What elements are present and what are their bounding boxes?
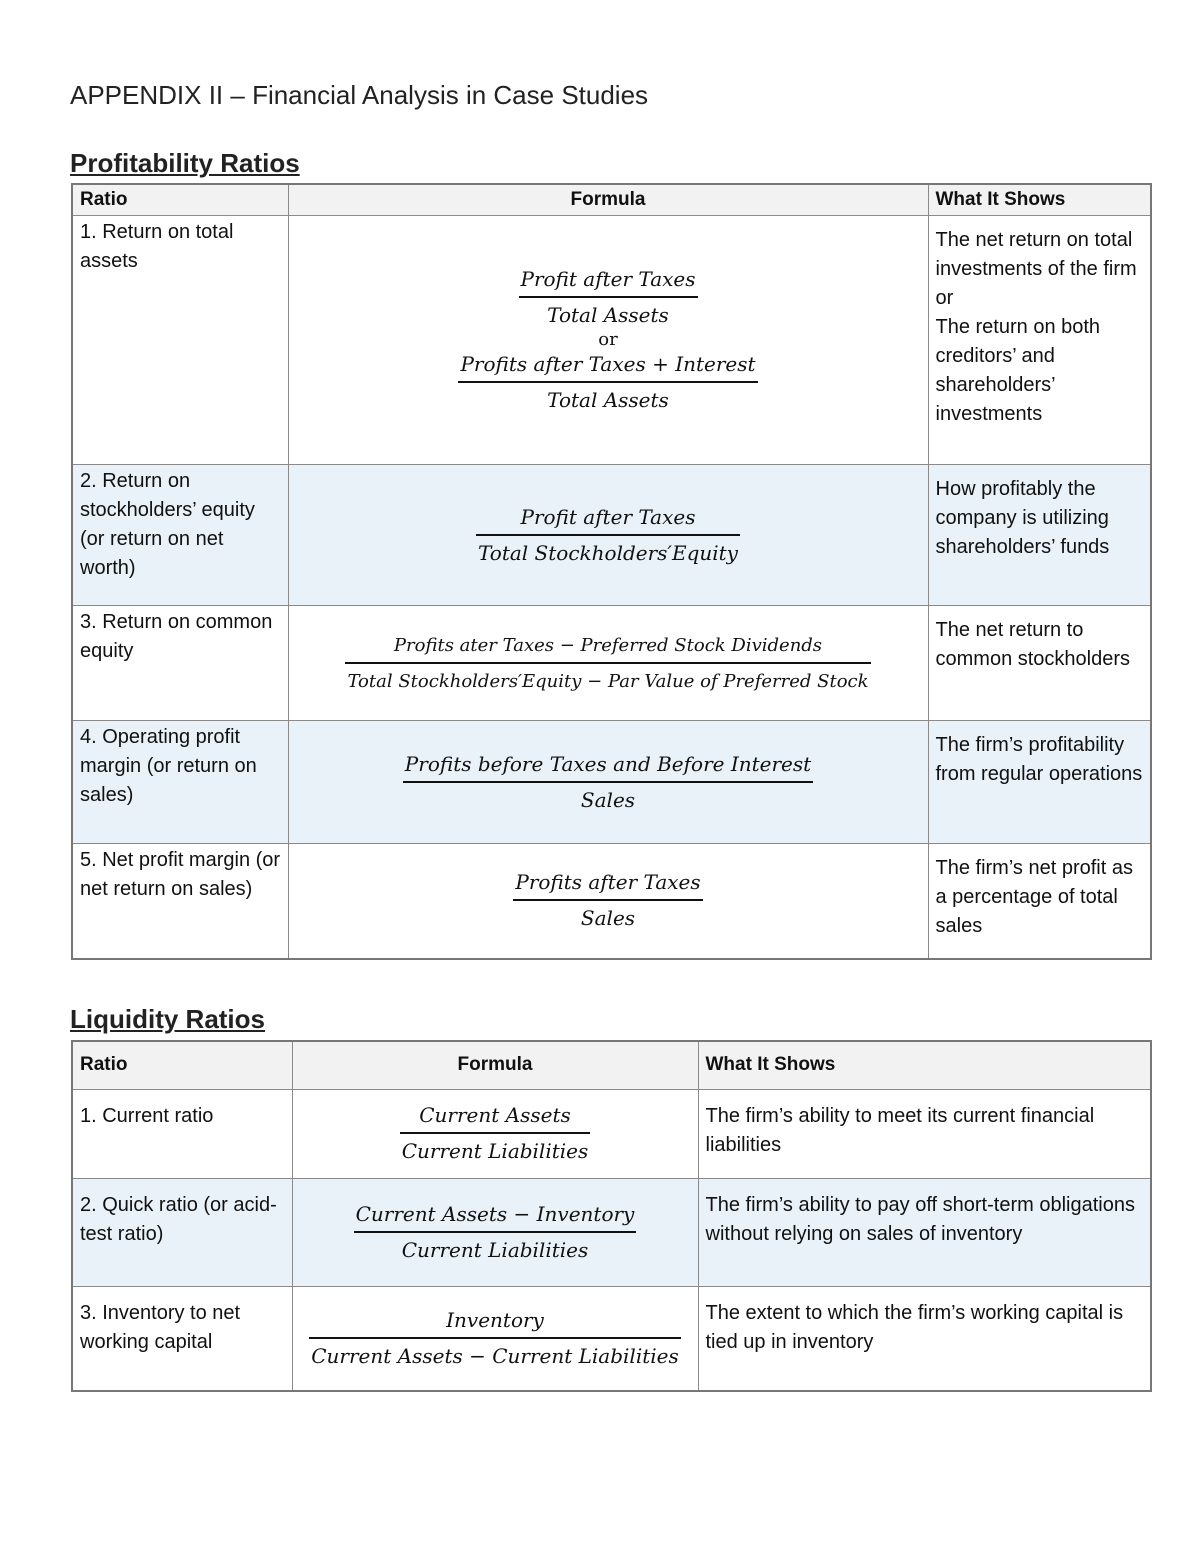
page-title: APPENDIX II – Financial Analysis in Case Studies — [70, 80, 649, 110]
formula-numerator: Current Assets − Inventory — [354, 1200, 637, 1233]
column-header-ratio: Ratio — [72, 184, 288, 216]
what-it-shows: The firm’s net profit as a percentage of total sales — [928, 844, 1151, 959]
what-it-shows: The net return to common stockholders — [928, 606, 1151, 721]
formula-fraction — [476, 503, 740, 568]
formula-fraction — [458, 350, 757, 415]
liquidity-heading: Liquidity Ratios — [70, 1004, 265, 1034]
ratio-name: 4. Operating profit margin (or return on sales) — [72, 721, 288, 844]
what-it-shows: The firm’s ability to pay off short-term obligations without relying on sales of inventory — [698, 1178, 1151, 1286]
formula-cell — [288, 465, 928, 606]
formula-denominator: Total Stockholders′Equity — [478, 540, 738, 565]
formula-or: or — [598, 329, 618, 350]
what-it-shows — [928, 216, 1151, 465]
table-header-row — [72, 1041, 1151, 1089]
formula-denominator: Total Assets — [547, 388, 669, 412]
formula-fraction — [400, 1101, 591, 1166]
formula-fraction — [403, 750, 813, 815]
column-header-formula: Formula — [292, 1041, 698, 1089]
shows-text: The return on both creditors’ and shareholders’ investments — [935, 316, 1101, 425]
ratio-name: 1. Current ratio — [72, 1089, 292, 1178]
formula-numerator: Profits after Taxes — [513, 868, 702, 901]
formula-fraction — [345, 631, 870, 696]
formula-denominator: Current Liabilities — [401, 1237, 589, 1262]
formula-cell — [288, 216, 928, 465]
ratio-name: 1. Return on total assets — [72, 216, 288, 465]
formula-numerator: Profit after Taxes — [519, 265, 698, 298]
what-it-shows: How profitably the company is utilizing shareholders’ funds — [928, 465, 1151, 606]
table-row — [72, 465, 1151, 606]
what-it-shows: The extent to which the firm’s working capital is tied up in inventory — [698, 1286, 1151, 1391]
formula-cell — [288, 844, 928, 959]
ratio-name: 2. Return on stockholders’ equity (or return on net worth) — [72, 465, 288, 606]
what-it-shows: The firm’s ability to meet its current financial liabilities — [698, 1089, 1151, 1178]
liquidity-table — [71, 1040, 1152, 1392]
profitability-table — [71, 183, 1152, 960]
table-row — [72, 606, 1151, 721]
table-row — [72, 1286, 1151, 1391]
table-row — [72, 1178, 1151, 1286]
formula-cell — [292, 1089, 698, 1178]
formula-cell — [292, 1286, 698, 1391]
ratio-name: 3. Return on common equity — [72, 606, 288, 721]
column-header-formula: Formula — [288, 184, 928, 216]
formula-denominator: Sales — [580, 906, 636, 931]
shows-or: or — [935, 287, 954, 309]
ratio-name: 2. Quick ratio (or acid-test ratio) — [72, 1178, 292, 1286]
formula-numerator: Current Assets — [400, 1101, 591, 1134]
formula-numerator: Profits ater Taxes − Preferred Stock Dividends — [345, 631, 870, 664]
formula-denominator: Total Stockholders′Equity − Par Value of Preferred Stock — [347, 670, 869, 692]
formula-numerator: Profit after Taxes — [476, 503, 740, 536]
ratio-name: 5. Net profit margin (or net return on sales) — [72, 844, 288, 959]
column-header-what-it-shows: What It Shows — [698, 1041, 1151, 1089]
ratio-name: 3. Inventory to net working capital — [72, 1286, 292, 1391]
table-row — [72, 844, 1151, 959]
formula-cell — [288, 606, 928, 721]
table-row — [72, 1089, 1151, 1178]
column-header-what-it-shows: What It Shows — [928, 184, 1151, 216]
formula-denominator: Total Assets — [547, 303, 669, 327]
column-header-ratio: Ratio — [72, 1041, 292, 1089]
formula-fraction — [354, 1200, 637, 1265]
formula-denominator: Current Assets − Current Liabilities — [311, 1343, 679, 1368]
formula-fraction — [513, 868, 702, 933]
formula-cell — [292, 1178, 698, 1286]
formula-fraction — [519, 265, 698, 330]
formula-denominator: Current Liabilities — [401, 1139, 589, 1163]
table-header-row — [72, 184, 1151, 216]
shows-text: The net return on total investments of the firm — [935, 229, 1137, 280]
formula-cell — [288, 721, 928, 844]
profitability-heading: Profitability Ratios — [70, 148, 300, 178]
formula-numerator: Profits before Taxes and Before Interest — [403, 750, 813, 783]
formula-numerator: Profits after Taxes + Interest — [458, 350, 757, 383]
formula-numerator: Inventory — [309, 1306, 681, 1339]
formula-denominator: Sales — [580, 787, 636, 812]
table-row — [72, 721, 1151, 844]
what-it-shows: The firm’s profitability from regular operations — [928, 721, 1151, 844]
table-row — [72, 216, 1151, 465]
formula-fraction — [309, 1306, 681, 1371]
